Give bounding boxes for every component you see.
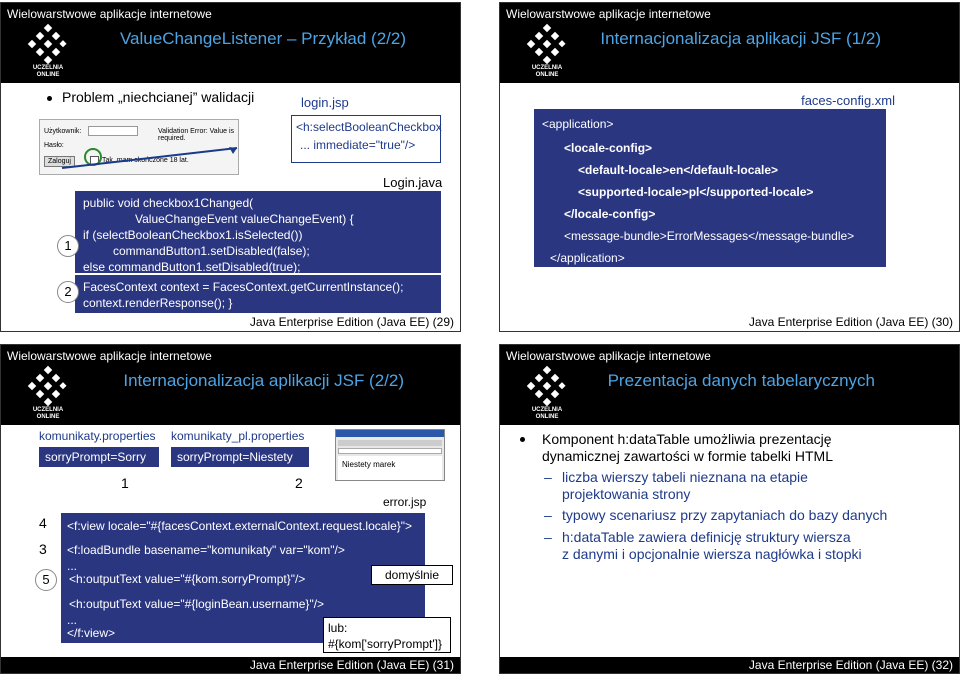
sub-bullet-row-structure: – h:dataTable zawiera definicję struktury wiersza z danymi i opcjonalnie wiersza nagłówka i stopki bbox=[544, 529, 862, 562]
marker-1: 1 bbox=[121, 475, 129, 491]
alternative-note: lub: #{kom['sorryPrompt']} bbox=[323, 617, 451, 653]
logo-text: UCZELNIA ONLINE bbox=[32, 407, 64, 420]
arrow-icon bbox=[57, 143, 247, 173]
uczelnia-logo-icon bbox=[25, 23, 69, 67]
slide-title: Prezentacja danych tabelarycznych bbox=[607, 371, 875, 390]
user-input[interactable] bbox=[88, 126, 138, 136]
bullet-problem: Problem „niechcianej” walidacji bbox=[47, 89, 254, 105]
jsp-code-box: <f:view locale="#{facesContext.externalContext.request.locale}"> <f:loadBundle basename="komunikaty" var="kom"/> ... <h:outputText value="#{kom.sorryPrompt}"/> <h:outputText value="#{loginBean.username}"/> ... </f:view> bbox=[61, 513, 425, 643]
slide-29 bbox=[0, 2, 461, 332]
checkbox-label: Tak, mam skończone 18 lat. bbox=[102, 157, 189, 164]
slide-footer: Java Enterprise Edition (Java EE) (30) bbox=[748, 315, 953, 329]
code-box-handler: public void checkbox1Changed( ValueChangeEvent valueChangeEvent) { if (selectBooleanCheckbox1.isSelected()) commandButton1.setDisabled(false); else commandButton1.setDisabled(true); bbox=[75, 191, 441, 273]
slide-footer: Java Enterprise Edition (Java EE) (29) bbox=[249, 315, 454, 329]
slide-title: ValueChangeListener – Przykład (2/2) bbox=[119, 29, 406, 48]
browser-titlebar bbox=[336, 430, 444, 437]
uczelnia-logo-icon bbox=[524, 23, 568, 67]
slide-header bbox=[1, 345, 460, 425]
marker-5: 5 bbox=[35, 569, 57, 591]
slide-footer: Java Enterprise Edition (Java EE) (32) bbox=[748, 658, 953, 672]
code-box-render: FacesContext context = FacesContext.getCurrentInstance(); context.renderResponse(); } bbox=[75, 275, 441, 313]
browser-toolbar bbox=[338, 440, 442, 446]
slide-header bbox=[500, 345, 959, 425]
login-button[interactable]: Zaloguj bbox=[44, 156, 75, 167]
properties-pl-value-box: sorryPrompt=Niestety bbox=[171, 447, 309, 467]
slide-32 bbox=[499, 344, 960, 674]
sub-bullet-db-queries: – typowy scenariusz przy zapytaniach do bazy danych bbox=[544, 507, 888, 523]
footer-bar bbox=[1, 657, 460, 673]
jsp-file-label: login.jsp bbox=[301, 95, 349, 110]
validation-error: Validation Error: Value is required. bbox=[158, 128, 234, 142]
error-file-label: error.jsp bbox=[383, 495, 427, 509]
browser-thumbnail bbox=[335, 429, 445, 481]
slide-31 bbox=[0, 344, 461, 674]
properties-pl-file-label: komunikaty_pl.properties bbox=[171, 429, 305, 443]
properties-file-label: komunikaty.properties bbox=[39, 429, 156, 443]
logo-text: UCZELNIA ONLINE bbox=[531, 407, 563, 420]
course-name: Wielowarstwowe aplikacje internetowe bbox=[7, 7, 212, 21]
slide-title: Internacjonalizacja aplikacji JSF (1/2) bbox=[600, 29, 881, 48]
pass-label: Hasło: bbox=[44, 142, 64, 149]
slide-header bbox=[500, 3, 959, 83]
logo-text: UCZELNIA ONLINE bbox=[531, 65, 563, 78]
jsp-code-box: <h:selectBooleanCheckbox ... immediate="true"/> bbox=[291, 115, 441, 163]
marker-3: 3 bbox=[39, 541, 47, 557]
uczelnia-logo-icon bbox=[524, 365, 568, 409]
properties-value-box: sorryPrompt=Sorry bbox=[39, 447, 159, 467]
user-label: Użytkownik: bbox=[44, 128, 82, 135]
slide-header bbox=[1, 3, 460, 83]
bullet-datatable: Komponent h:dataTable umożliwia prezentację dynamicznej zawartości w formie tabelki HTML bbox=[520, 431, 833, 465]
slide-footer: Java Enterprise Edition (Java EE) (31) bbox=[249, 658, 454, 672]
logo-text: UCZELNIA ONLINE bbox=[32, 65, 64, 78]
course-name: Wielowarstwowe aplikacje internetowe bbox=[7, 349, 212, 363]
xml-code-box: <application> <locale-config> <default-locale>en</default-locale> <supported-locale>pl</supported-locale> </locale-config> <message-bundle>ErrorMessages</message-bundle> </application> bbox=[534, 109, 886, 267]
java-file-label: Login.java bbox=[383, 175, 443, 190]
course-name: Wielowarstwowe aplikacje internetowe bbox=[506, 7, 711, 21]
sub-bullet-rows-unknown: – liczba wierszy tabeli nieznana na etapie projektowania strony bbox=[544, 469, 808, 502]
default-note: domyślnie bbox=[371, 565, 453, 585]
step-number-1: 1 bbox=[57, 235, 79, 257]
slide-30 bbox=[499, 2, 960, 332]
footer-bar bbox=[500, 657, 959, 673]
browser-page-text: Niestety marek bbox=[342, 460, 396, 469]
marker-2: 2 bbox=[295, 475, 303, 491]
step-number-2: 2 bbox=[57, 281, 79, 303]
browser-address-bar bbox=[338, 448, 442, 454]
uczelnia-logo-icon bbox=[25, 365, 69, 409]
course-name: Wielowarstwowe aplikacje internetowe bbox=[506, 349, 711, 363]
marker-4: 4 bbox=[39, 515, 47, 531]
config-file-label: faces-config.xml bbox=[801, 93, 895, 108]
slide-title: Internacjonalizacja aplikacji JSF (2/2) bbox=[123, 371, 404, 390]
